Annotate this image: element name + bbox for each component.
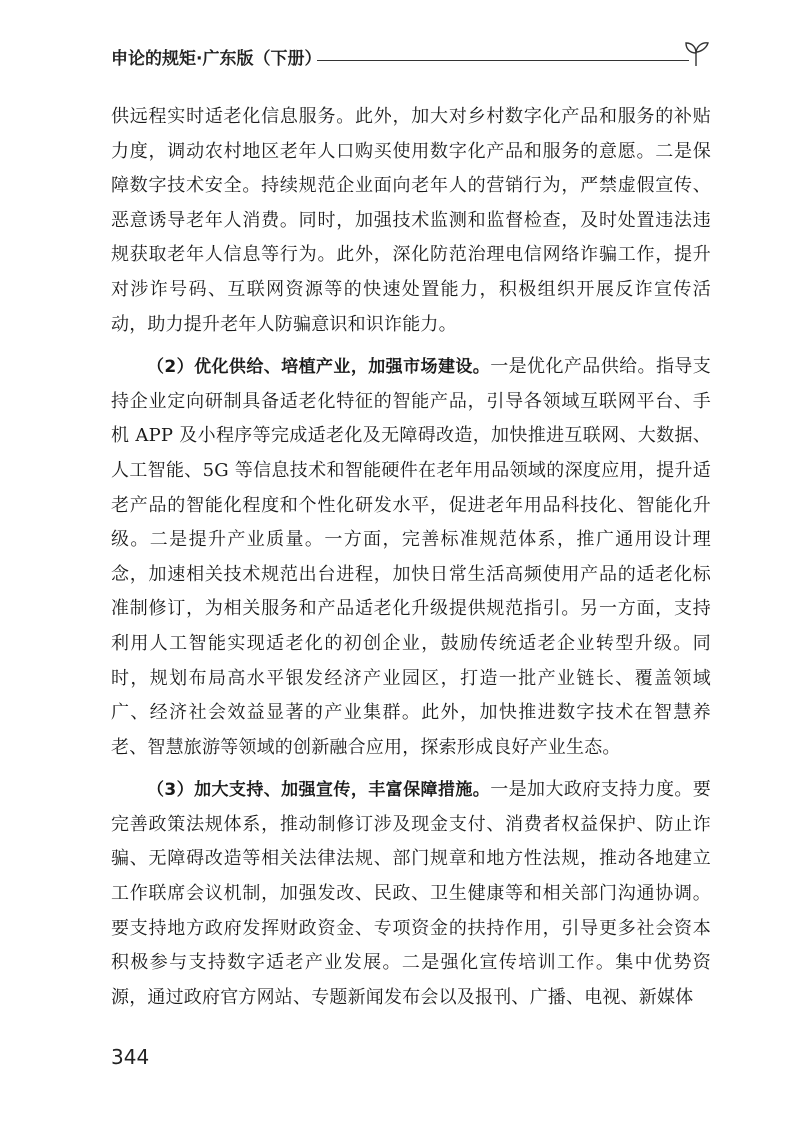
section-body-2: 一是优化产品供给。指导支持企业定向研制具备适老化特征的智能产品，引导各领域互联网平台、手机 APP 及小程序等完成适老化及无障碍改造，加快推进互联网、大数据、人工智能、5G 等信息技术和智能硬件在老年用品领域的深度应用，提升适老产品的智能化程度和个性化研发水平，促进老年用品科技化、智能化升级。二是提升产业质量。一方面，完善标准规范体系，推广通用设计理念，加速相关技术规范出台进程，加快日常生活高频使用产品的适老化标准制修订，为相关服务和产品适老化升级提供规范指引。另一方面，支持利用人工智能实现适老化的初创企业，鼓励传统适老企业转型升级。同时，规划布局高水平银发经济产业园区，打造一批产业链长、覆盖领域广、经济社会效益显著的产业集群。此外，加快推进数字技术在智慧养老、智慧旅游等领域的创新融合应用，探索形成良好产业生态。	[111, 356, 712, 758]
section-heading-2: （2）优化供给、培植产业，加强市场建设。	[147, 357, 491, 378]
paragraph-1: 供远程实时适老化信息服务。此外，加大对乡村数字化产品和服务的补贴力度，调动农村地区老年人口购买使用数字化产品和服务的意愿。二是保障数字技术安全。持续规范企业面向老年人的营销行为，严禁虚假宣传、恶意诱导老年人消费。同时，加强技术监测和监督检查，及时处置违法违规获取老年人信息等行为。此外，深化防范治理电信网络诈骗工作，提升对涉诈号码、互联网资源等的快速处置能力，积极组织开展反诈宣传活动，助力提升老年人防骗意识和识诈能力。	[111, 106, 711, 335]
sprout-icon	[681, 38, 711, 68]
section-heading-3: （3）加大支持、加强宣传，丰富保障措施。	[147, 780, 491, 801]
paragraph-3	[111, 773, 711, 1015]
paragraph-2	[111, 350, 711, 765]
running-header	[111, 38, 711, 72]
section-body-3: 一是加大政府支持力度。要完善政策法规体系，推动制修订涉及现金支付、消费者权益保护、防止诈骗、无障碍改造等相关法律法规、部门规章和地方性法规，推动各地建立工作联席会议机制，加强发改、民政、卫生健康等和相关部门沟通协调。要支持地方政府发挥财政资金、专项资金的扶持作用，引导更多社会资本积极参与支持数字适老产业发展。二是强化宣传培训工作。集中优势资源，通过政府官方网站、专题新闻发布会以及报刊、广播、电视、新媒体	[111, 779, 712, 1008]
body-text	[111, 100, 711, 1015]
header-rule	[317, 60, 689, 61]
page-number: 344	[111, 1045, 150, 1069]
book-title: 申论的规矩·广东版（下册）	[111, 49, 322, 69]
